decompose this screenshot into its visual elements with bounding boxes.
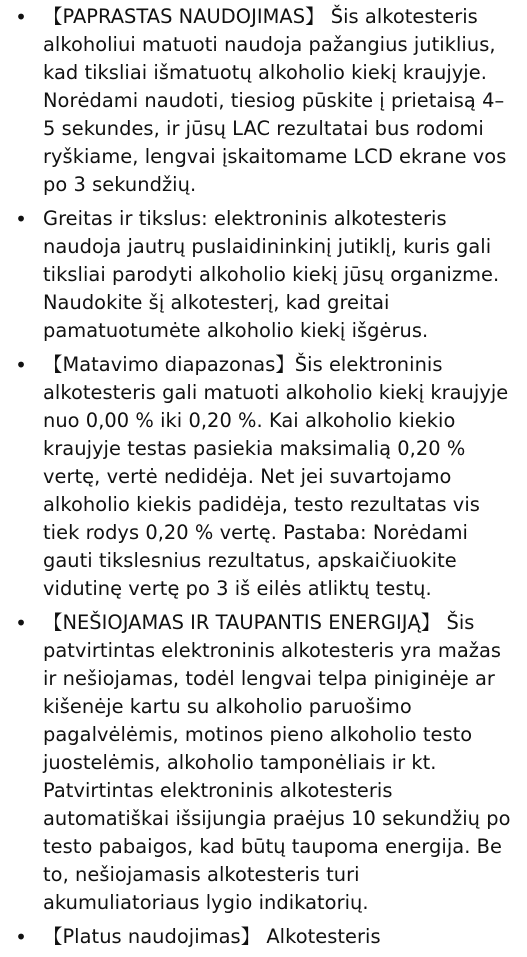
bullet-icon: • <box>15 611 27 635</box>
bullet-item-wide-use <box>15 923 513 951</box>
feature-list-container <box>0 3 527 957</box>
bullet-text: 【PAPRASTAS NAUDOJIMAS】 Šis alkotesteris alkoholiui matuoti naudoja pažangius jutiklius, kad tiksliai išmatuotų alkoholio kiekį kraujyje. Norėdami naudoti, tiesiog pūskite į prietaisą 4–5 sekundes, ir jūsų LAC rezultatai bus rodomi ryškiame, lengvai įskaitomame LCD ekrane vos po 3 sekundžių. <box>43 5 507 196</box>
bullet-text: Greitas ir tikslus: elektroninis alkotesteris naudoja jautrų puslaidininkinį jutiklį, kuris gali tiksliai parodyti alkoholio kiekį jūsų organizme. Naudokite šį alkotesterį, kad greitai pamatuotumėte alkoholio kiekį išgėrus. <box>43 207 500 342</box>
bullet-item-fast-accurate <box>15 205 513 345</box>
bullet-icon: • <box>15 207 27 231</box>
feature-bullet-list <box>0 3 527 951</box>
bullet-icon: • <box>15 353 27 377</box>
bullet-text: 【NEŠIOJAMAS IR TAUPANTIS ENERGIJĄ】 Šis patvirtintas elektroninis alkotesteris yra mažas ir nešiojamas, todėl lengvai telpa piniginėje ar kišenėje kartu su alkoholio paruošimo pagalvėlėmis, motinos pieno alkoholio testo juostelėmis, alkoholio tamponėliais ir kt. Patvirtintas elektroninis alkotesteris automatiškai išsijungia praėjus 10 sekundžių po testo pabaigos, kad būtų taupoma energija. Be to, nešiojamasis alkotesteris turi akumuliatoriaus lygio indikatorių. <box>43 611 511 914</box>
bullet-text: 【Platus naudojimas】 Alkotesteris <box>43 925 381 948</box>
bullet-icon: • <box>15 925 27 949</box>
bullet-item-measurement-range <box>15 351 513 603</box>
bullet-item-easy-use <box>15 3 513 199</box>
bullet-icon: • <box>15 5 27 29</box>
bullet-item-portable-energy-saving <box>15 609 513 917</box>
bullet-text: 【Matavimo diapazonas】Šis elektroninis alkotesteris gali matuoti alkoholio kiekį kraujyje nuo 0,00 % iki 0,20 %. Kai alkoholio kiekio kraujyje testas pasiekia maksimalią 0,20 % vertę, vertė nedidėja. Net jei suvartojamo alkoholio kiekis padidėja, testo rezultatas vis tiek rodys 0,20 % vertę. Pastaba: Norėdami gauti tikslesnius rezultatus, apskaičiuokite vidutinę vertę po 3 iš eilės atliktų testų. <box>43 353 509 600</box>
